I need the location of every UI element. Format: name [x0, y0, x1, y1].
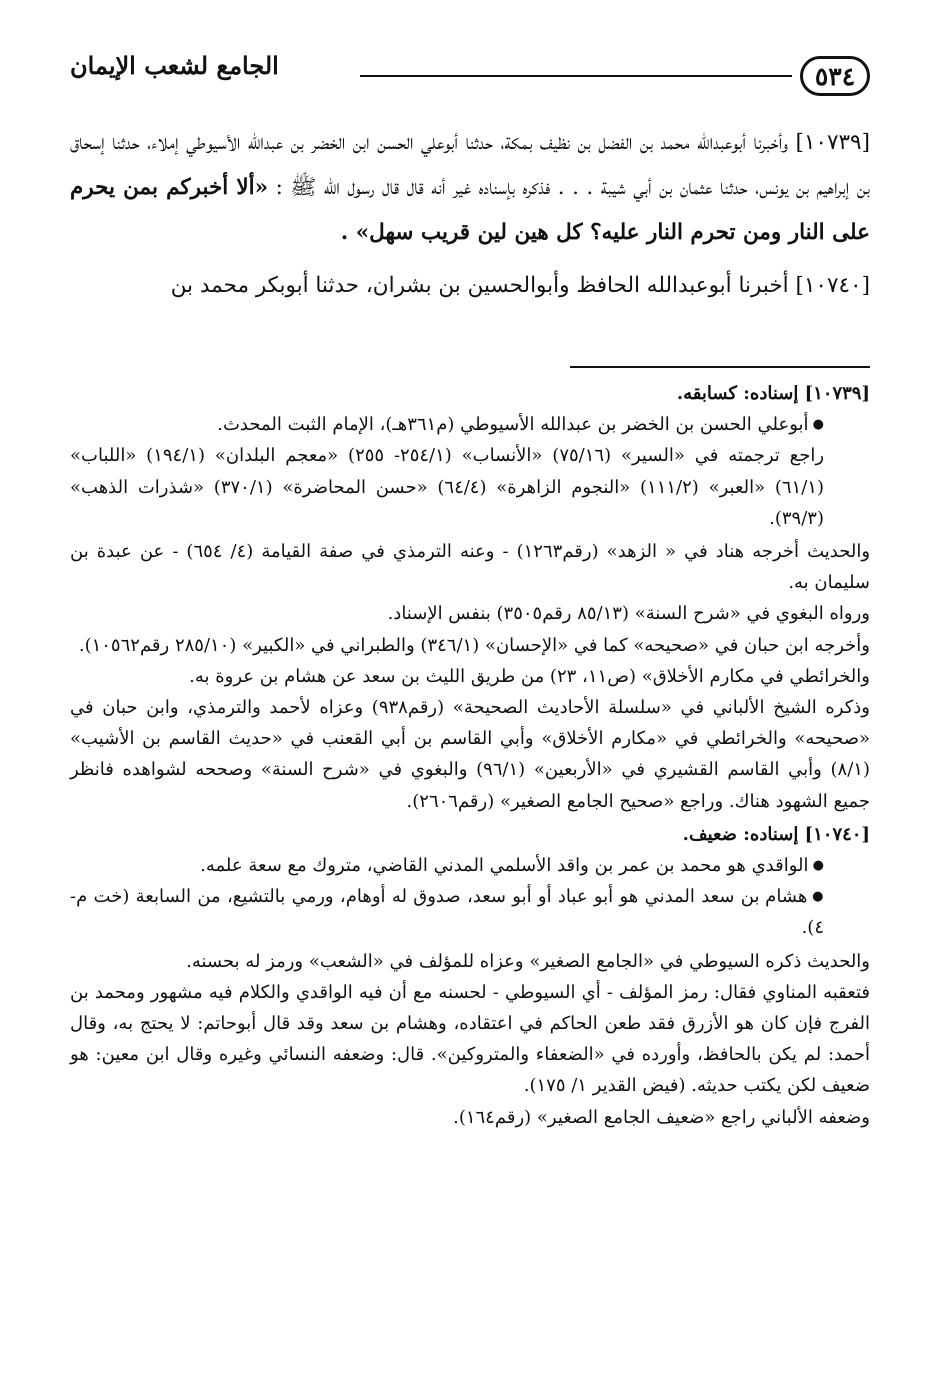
- page-header: [70, 44, 870, 104]
- header-rule: [360, 75, 792, 77]
- hadith-entry-10740: [70, 263, 870, 308]
- footnotes: [70, 378, 870, 1133]
- footnote-paragraph: وأخرجه ابن حبان في «صحيحه» كما في «الإحسان» (٣٤٦/١) والطبراني في «الكبير» (٢٨٥/١٠ رقم١٠٥٦٢).: [78, 634, 870, 656]
- footnote-paragraph: فتعقبه المناوي فقال: رمز المؤلف - أي السيوطي - لحسنه مع أن فيه الواقدي والكلام فيه مشهور ومحمد بن الفرج فإن كان هو الأزرق فقد طعن الحاكم في اعتقاده، وهشام بن سعد وقد قال أبوحاتم: لا يحتج به، وقال أحمد: لم يكن بالحافظ، وأورده في «الضعفاء والمتروكين». قال: وضعفه النسائي وغيره وقال ابن معين: هو ضعيف لكن يكتب حديثه. (فيض القدير ١/ ١٧٥).: [70, 981, 870, 1097]
- entry-number: [١٠٧٤٠]: [795, 273, 870, 298]
- hadith-entry-10739: [70, 120, 870, 255]
- book-title: الجامع لشعب الإيمان: [70, 51, 279, 80]
- narrator-note: ● أبوعلي الحسن بن الخضر بن عبدالله الأسيوطي (م٣٦١هـ)، الإمام الثبت المحدث.: [70, 409, 870, 440]
- isnad-text: أخبرنا أبوعبدالله الحافظ وأبوالحسين بن بشران، حدثنا أبوبكر محمد بن: [170, 273, 789, 298]
- footnote-paragraph: ورواه البغوي في «شرح السنة» (٨٥/١٣ رقم٣٥٠٥) بنفس الإسناد.: [387, 603, 870, 625]
- footnote-heading-10739: [١٠٧٣٩] إسناده: كسابقه.: [676, 383, 870, 404]
- footnote-paragraph: والخرائطي في مكارم الأخلاق» (ص١١، ٢٣) من طريق الليث بن سعد عن هشام بن عروة به.: [189, 665, 870, 687]
- footnote-paragraph: وضعفه الألباني راجع «ضعيف الجامع الصغير» (رقم١٦٤).: [453, 1106, 870, 1128]
- biography-references: راجع ترجمته في «السير» (٧٥/١٦) «الأنساب» (٢٥٤/١- ٢٥٥) «معجم البلدان» (١٩٤/١) «اللباب» (٦١/١) «العبر» (١١١/٢) «النجوم الزاهرة» (٦٤/٤) «حسن المحاضرة» (٣٧٠/١) «شذرات الذهب» (٣٩/٣).: [70, 445, 825, 529]
- narrator-note: ● هشام بن سعد المدني هو أبو عباد أو أبو سعد، صدوق له أوهام، ورمي بالتشيع، من السابعة (خت م- ٤).: [70, 881, 870, 943]
- entry-number: [١٠٧٣٩]: [795, 130, 870, 155]
- narrator-note: ● الواقدي هو محمد بن عمر بن واقد الأسلمي المدني القاضي، متروك مع سعة علمه.: [70, 850, 870, 881]
- footnote-divider: [570, 366, 870, 368]
- footnote-paragraph: والحديث أخرجه هناد في « الزهد» (رقم١٢٦٣) - وعنه الترمذي في صفة القيامة (٤/ ٦٥٤) - عن عبدة بن سليمان به.: [70, 541, 871, 594]
- page-number: ٥٣٤: [800, 56, 870, 96]
- hadith-text: «ألا أخبركم بمن يحرم على النار ومن تحرم النار عليه؟ كل هين لين قريب سهل» .: [70, 175, 870, 245]
- isnad-text: وأخبرنا أبوعبدالله محمد بن الفضل بن نظيف بمكة، حدثنا أبوعلي الحسن ابن الخضر بن عبدالله الأسيوطي إملاء، حدثنا إسحاق بن إبراهيم بن يونس، حدثنا عثمان بن أبي شيبة . . . فذكره بإسناده غير أنه قال قال رسول الله ﷺ :: [70, 130, 870, 200]
- footnote-paragraph: والحديث ذكره السيوطي في «الجامع الصغير» وعزاه للمؤلف في «الشعب» ورمز له بحسنه.: [186, 950, 870, 972]
- footnote-heading-10740: [١٠٧٤٠] إسناده: ضعيف.: [682, 823, 870, 845]
- main-text: [70, 120, 870, 316]
- footnote-paragraph: وذكره الشيخ الألباني في «سلسلة الأحاديث الصحيحة» (رقم٩٣٨) وعزاه لأحمد والترمذي، وابن حبان في «صحيحه» والخرائطي في «مكارم الأخلاق» وأبي القاسم بن أبي القعنب في «حديث القاسم بن الأشيب» (٨/١) وأبي القاسم القشيري في «الأربعين» (٩٦/١) والبغوي في «شرح السنة» وصححه لشواهده فانظر جميع الشهود هناك. وراجع «صحيح الجامع الصغير» (رقم٢٦٠٦).: [70, 697, 870, 812]
